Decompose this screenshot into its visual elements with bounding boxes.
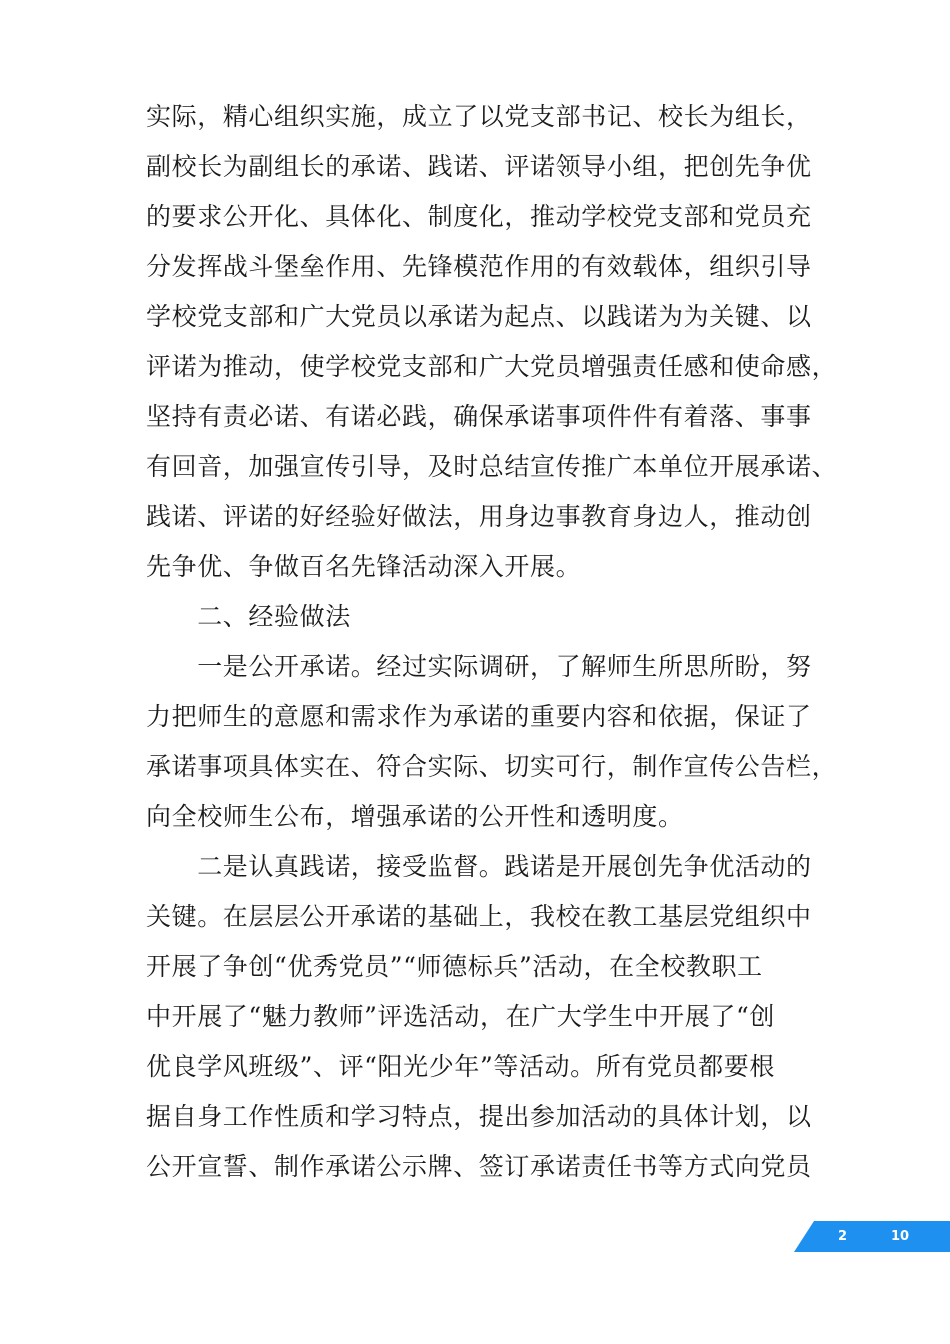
text-line: 学校党支部和广大党员以承诺为起点、以践诺为为关键、以 — [146, 302, 812, 331]
text-line: 有回音，加强宣传引导，及时总结宣传推广本单位开展承诺、 — [146, 452, 838, 481]
text-line: 的要求公开化、具体化、制度化，推动学校党支部和党员充 — [146, 202, 812, 231]
total-pages-number: 10 — [891, 1229, 910, 1244]
text-line: 评诺为推动，使学校党支部和广大党员增强责任感和使命感， — [146, 352, 838, 381]
text-line: 坚持有责必诺、有诺必践，确保承诺事项件件有着落、事事 — [146, 402, 812, 431]
text-line: 分发挥战斗堡垒作用、先锋模范作用的有效载体，组织引导 — [146, 252, 812, 281]
page-number-badge — [794, 1221, 950, 1252]
text-line: 公开宣誓、制作承诺公示牌、签订承诺责任书等方式向党员 — [146, 1152, 812, 1181]
text-line: 一是公开承诺。经过实际调研，了解师生所思所盼，努 — [146, 652, 812, 681]
page-badge-shape — [794, 1221, 950, 1252]
text-line: 实际，精心组织实施，成立了以党支部书记、校长为组长， — [146, 102, 812, 131]
section-heading: 二、经验做法 — [146, 602, 351, 631]
text-line: 据自身工作性质和学习特点，提出参加活动的具体计划，以 — [146, 1102, 812, 1131]
text-line: 力把师生的意愿和需求作为承诺的重要内容和依据，保证了 — [146, 702, 812, 731]
text-line: 向全校师生公布，增强承诺的公开性和透明度。 — [146, 802, 684, 831]
text-line: 二是认真践诺，接受监督。践诺是开展创先争优活动的 — [146, 852, 812, 881]
current-page-number: 2 — [838, 1229, 848, 1244]
text-line: 承诺事项具体实在、符合实际、切实可行，制作宣传公告栏， — [146, 752, 838, 781]
text-line: 践诺、评诺的好经验好做法，用身边事教育身边人，推动创 — [146, 502, 812, 531]
text-line: 优良学风班级”、评“阳光少年”等活动。所有党员都要根 — [146, 1052, 775, 1081]
text-line: 中开展了“魅力教师”评选活动，在广大学生中开展了“创 — [146, 1002, 775, 1031]
text-line: 开展了争创“优秀党员”“师德标兵”活动，在全校教职工 — [146, 952, 763, 981]
text-line: 关键。在层层公开承诺的基础上，我校在教工基层党组织中 — [146, 902, 812, 931]
text-line: 先争优、争做百名先锋活动深入开展。 — [146, 552, 582, 581]
text-line: 副校长为副组长的承诺、践诺、评诺领导小组，把创先争优 — [146, 152, 812, 181]
